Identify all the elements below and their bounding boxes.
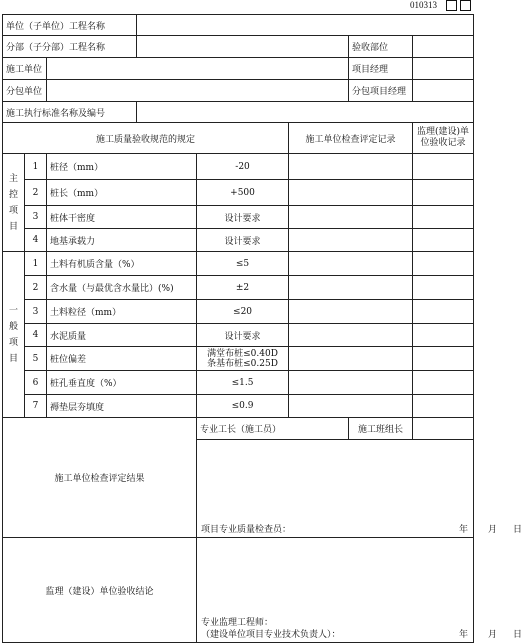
item-no: 4 xyxy=(25,229,47,252)
construction-record[interactable] xyxy=(289,395,413,418)
item-name: 桩孔垂直度（%） xyxy=(47,371,197,395)
item-no: 7 xyxy=(25,395,47,418)
construction-record[interactable] xyxy=(289,347,413,371)
construction-record[interactable] xyxy=(289,371,413,395)
inspector-label: 项目专业质量检查员： xyxy=(201,525,292,535)
construction-record[interactable] xyxy=(289,229,413,252)
item-name: 褥垫层夯填度 xyxy=(47,395,197,418)
team-leader-value[interactable] xyxy=(413,418,474,440)
item-requirement xyxy=(197,347,289,371)
inspection-table xyxy=(2,14,522,643)
acceptance-part-label: 验收部位 xyxy=(349,36,413,58)
item-requirement: ≤1.5 xyxy=(197,371,289,395)
team-leader-label: 施工班组长 xyxy=(349,418,413,440)
item-no: 6 xyxy=(25,371,47,395)
item-requirement: ±2 xyxy=(197,276,289,300)
checkbox-1[interactable] xyxy=(446,0,457,11)
item-requirement: ≤0.9 xyxy=(197,395,289,418)
construction-unit-label: 施工单位 xyxy=(3,58,47,80)
subcontract-unit-value[interactable] xyxy=(47,80,349,102)
item-name: 地基承载力 xyxy=(47,229,197,252)
construction-signature-area[interactable] xyxy=(197,440,522,538)
table-row xyxy=(3,324,474,347)
item-no: 1 xyxy=(25,154,47,180)
project-manager-label: 项目经理 xyxy=(349,58,413,80)
group-label-char: 项 xyxy=(8,337,18,348)
owner-rep-label: （建设单位项目专业技术负责人）： xyxy=(201,630,341,640)
subcontract-manager-label: 分包项目经理 xyxy=(349,80,413,102)
supervision-record[interactable] xyxy=(413,206,474,229)
supervision-result-label: 监理（建设）单位验收结论 xyxy=(3,538,197,643)
item-no: 3 xyxy=(25,300,47,324)
item-no: 5 xyxy=(25,347,47,371)
table-row xyxy=(3,300,474,324)
sub-project-value[interactable] xyxy=(137,36,349,58)
item-requirement: -20 xyxy=(197,154,289,180)
item-requirement: +500 xyxy=(197,180,289,206)
item-requirement: 设计要求 xyxy=(197,206,289,229)
subcontract-manager-value[interactable] xyxy=(413,80,474,102)
form-code: 010313 xyxy=(410,0,437,10)
table-row xyxy=(3,395,474,418)
group-label-char: 控 xyxy=(8,189,18,200)
construction-record[interactable] xyxy=(289,324,413,347)
construction-record[interactable] xyxy=(289,206,413,229)
construction-record[interactable] xyxy=(289,300,413,324)
month-label: 月 xyxy=(488,525,498,535)
construction-record[interactable] xyxy=(289,180,413,206)
spec-header: 施工质量验收规范的规定 xyxy=(3,123,289,154)
item-requirement: 设计要求 xyxy=(197,324,289,347)
unit-project-value[interactable] xyxy=(137,15,474,36)
subcontract-unit-label: 分包单位 xyxy=(3,80,47,102)
supervision-record[interactable] xyxy=(413,324,474,347)
table-row xyxy=(3,154,474,180)
supervision-check-header: 监理(建设)单位验收记录 xyxy=(413,123,474,154)
item-name: 桩体干密度 xyxy=(47,206,197,229)
item-name: 土料有机质含量（%） xyxy=(47,252,197,276)
project-manager-value[interactable] xyxy=(413,58,474,80)
item-requirement: ≤20 xyxy=(197,300,289,324)
main-group-label xyxy=(3,154,25,252)
item-requirement: ≤5 xyxy=(197,252,289,276)
supervision-record[interactable] xyxy=(413,300,474,324)
item-no: 2 xyxy=(25,180,47,206)
supervision-record[interactable] xyxy=(413,154,474,180)
table-row xyxy=(3,229,474,252)
table-row xyxy=(3,347,474,371)
unit-project-label: 单位（子单位）工程名称 xyxy=(3,15,137,36)
group-label-char: 目 xyxy=(8,353,18,364)
table-row xyxy=(3,276,474,300)
requirement-line-2: 条基布桩≤0.25D xyxy=(207,358,278,369)
construction-unit-value[interactable] xyxy=(47,58,349,80)
engineer-label: 专业监理工程师： xyxy=(201,618,274,628)
item-name: 桩径（mm） xyxy=(47,154,197,180)
supervision-record[interactable] xyxy=(413,371,474,395)
requirement-line-1: 满堂布桩≤0.40D xyxy=(207,348,278,359)
year-label: 年 xyxy=(459,525,469,535)
table-row xyxy=(3,180,474,206)
supervision-record[interactable] xyxy=(413,395,474,418)
acceptance-part-value[interactable] xyxy=(413,36,474,58)
supervision-record[interactable] xyxy=(413,347,474,371)
item-name: 桩位偏差 xyxy=(47,347,197,371)
supervision-record[interactable] xyxy=(413,276,474,300)
construction-record[interactable] xyxy=(289,154,413,180)
item-name: 桩长（mm） xyxy=(47,180,197,206)
supervision-record[interactable] xyxy=(413,180,474,206)
supervision-record[interactable] xyxy=(413,252,474,276)
construction-result-label: 施工单位检查评定结果 xyxy=(3,418,197,538)
group-label-char: 般 xyxy=(8,321,18,332)
item-name: 含水量（与最优含水量比）(%) xyxy=(47,276,197,300)
construction-check-header: 施工单位检查评定记录 xyxy=(289,123,413,154)
day-label: 日 xyxy=(513,525,522,535)
item-no: 2 xyxy=(25,276,47,300)
year-label: 年 xyxy=(459,630,469,640)
supervision-record[interactable] xyxy=(413,229,474,252)
day-label: 日 xyxy=(513,630,522,640)
table-row xyxy=(3,206,474,229)
item-no: 1 xyxy=(25,252,47,276)
group-label-char: 一 xyxy=(8,305,18,316)
group-label-char: 主 xyxy=(8,173,18,184)
construction-record[interactable] xyxy=(289,252,413,276)
sub-project-label: 分部（子分部）工程名称 xyxy=(3,36,137,58)
checkbox-2[interactable] xyxy=(460,0,471,11)
group-label-char: 项 xyxy=(8,205,18,216)
item-name: 水泥质量 xyxy=(47,324,197,347)
item-requirement: 设计要求 xyxy=(197,229,289,252)
foreman-label: 专业工长（施工员） xyxy=(197,418,349,440)
supervision-signature-area[interactable] xyxy=(197,538,522,643)
standard-label: 施工执行标准名称及编号 xyxy=(3,102,137,123)
item-no: 3 xyxy=(25,206,47,229)
item-no: 4 xyxy=(25,324,47,347)
table-row xyxy=(3,371,474,395)
table-row xyxy=(3,252,474,276)
group-label-char: 目 xyxy=(8,221,18,232)
construction-record[interactable] xyxy=(289,276,413,300)
month-label: 月 xyxy=(488,630,498,640)
general-group-label xyxy=(3,252,25,418)
standard-value[interactable] xyxy=(137,102,474,123)
item-name: 土料粒径（mm） xyxy=(47,300,197,324)
